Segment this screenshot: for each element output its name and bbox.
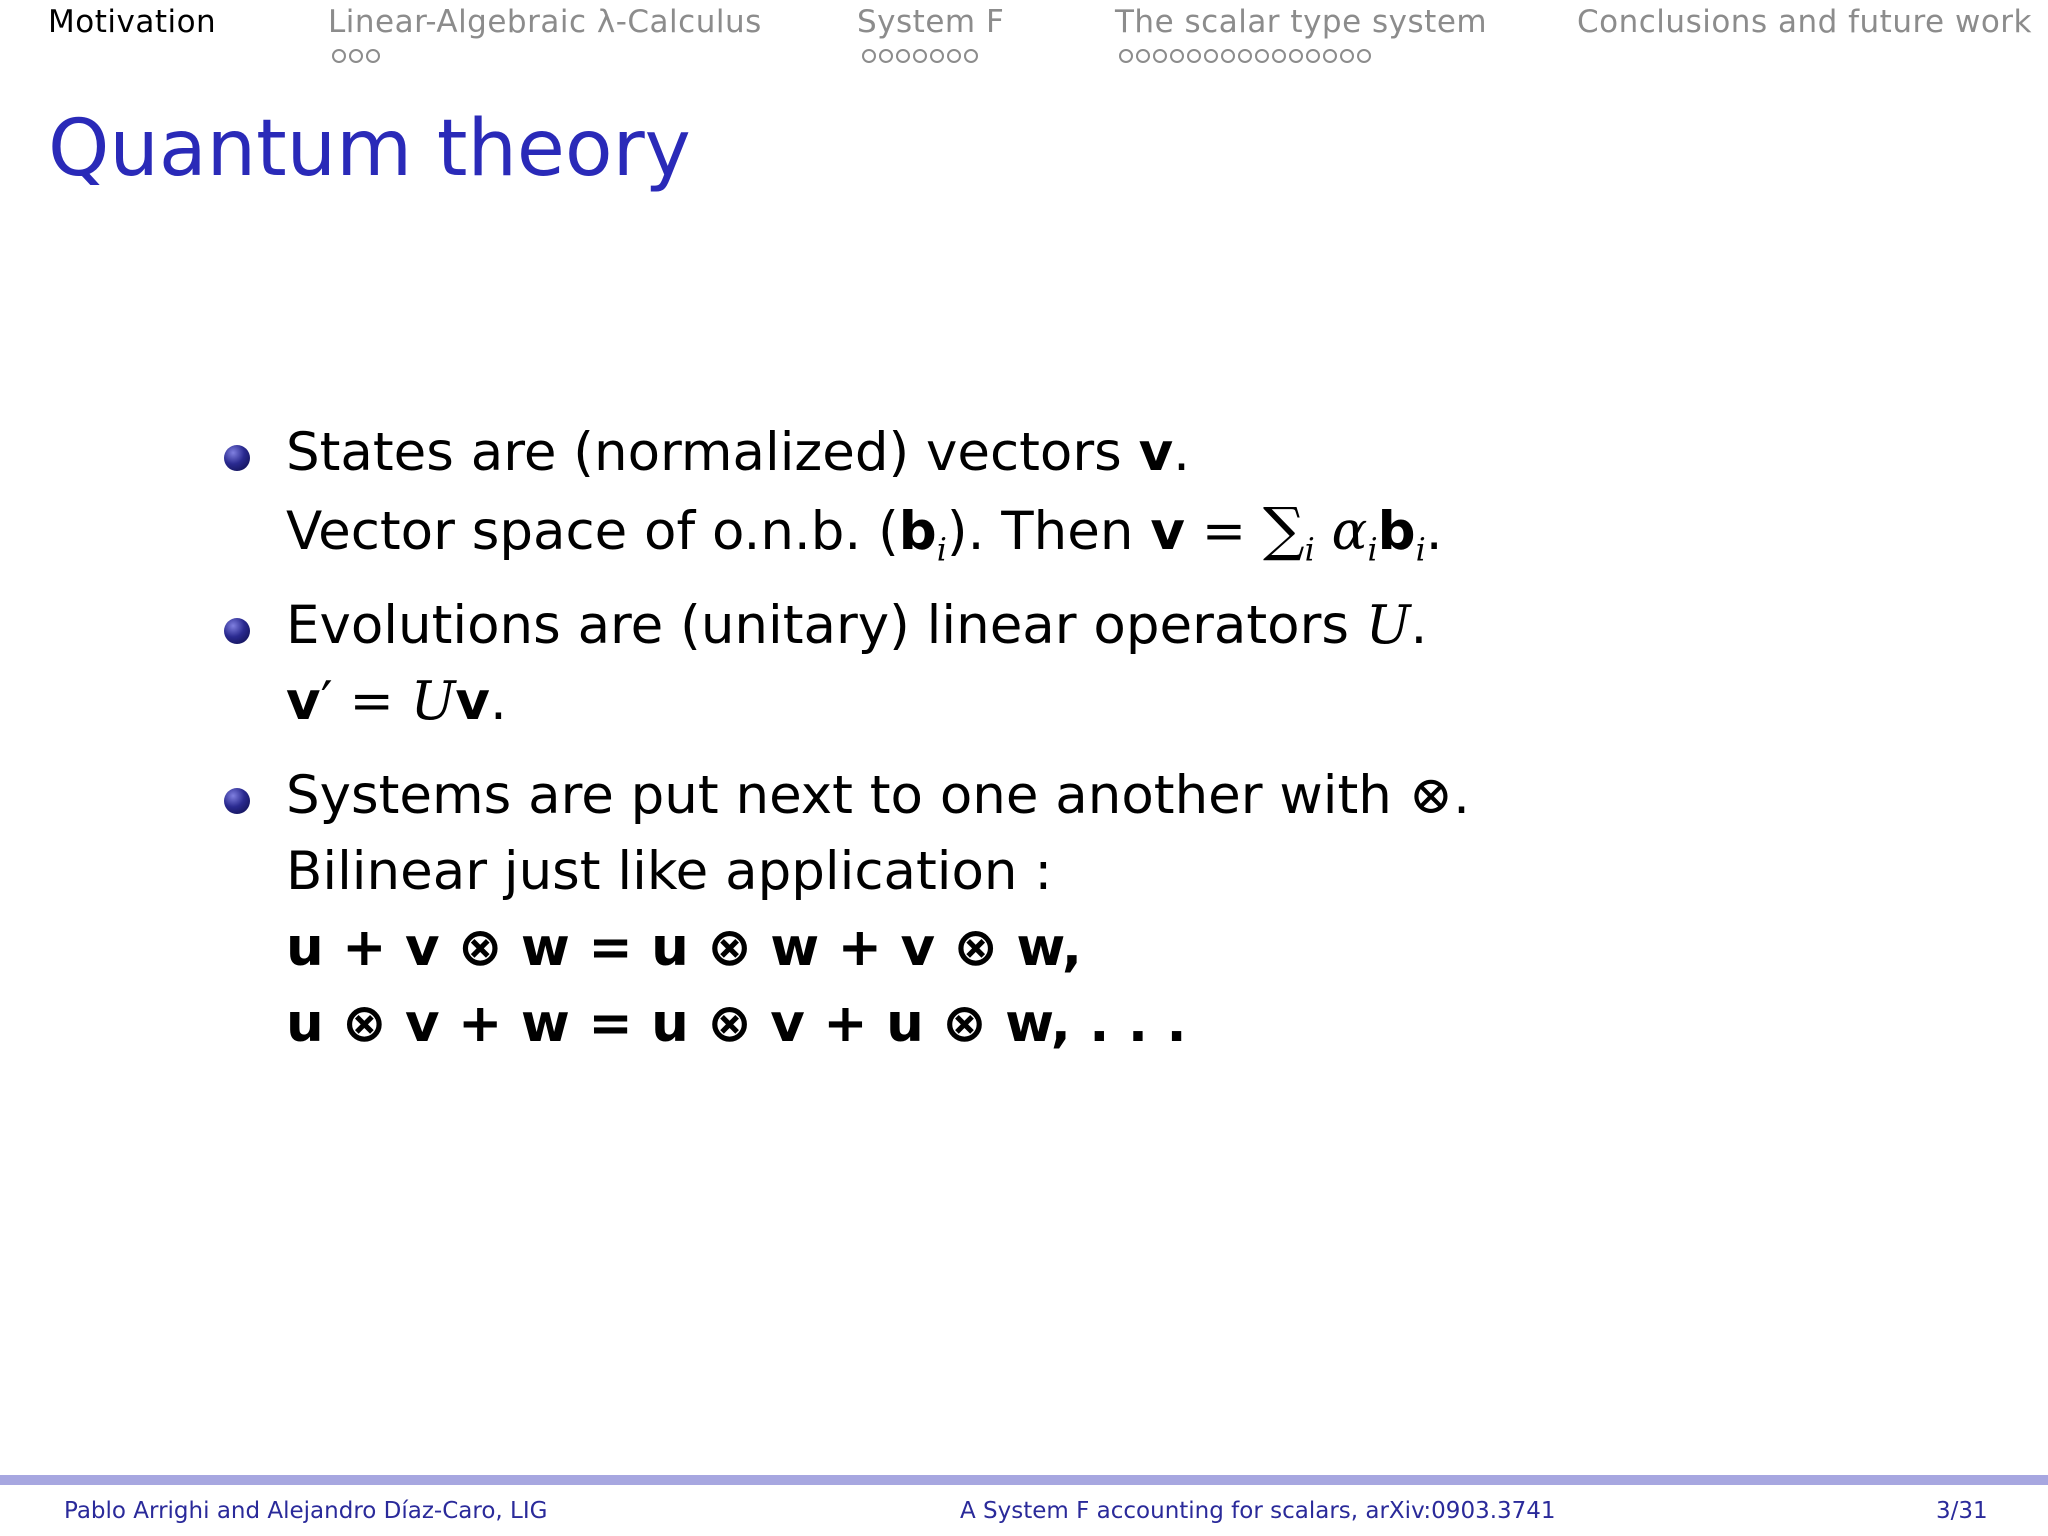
math-bold-v: v xyxy=(286,671,321,732)
bullet-line xyxy=(286,588,1470,664)
text-run: . xyxy=(1173,422,1191,483)
footer-bar xyxy=(0,1475,2048,1485)
bullet-line xyxy=(286,758,1470,834)
equation-line: u ⊗ v + w = u ⊗ v + u ⊗ w, . . . xyxy=(286,993,1187,1054)
nav-dot[interactable] xyxy=(1238,49,1252,63)
nav-section-system-f[interactable]: System F xyxy=(857,4,1005,40)
bullet-item-evolutions xyxy=(220,588,1470,740)
otimes-icon: ⊗ xyxy=(1408,765,1454,826)
text-run: Vector space of o.n.b. ( xyxy=(286,501,899,562)
bullet-line: Bilinear just like application : xyxy=(286,841,1053,902)
bullet-item-states xyxy=(220,415,1470,570)
slide-content xyxy=(220,415,1470,1080)
nav-section-linear-algebraic[interactable]: Linear-Algebraic λ-Calculus xyxy=(328,4,762,40)
bullet-icon xyxy=(224,788,250,814)
bullet-icon xyxy=(224,618,250,644)
nav-dot[interactable] xyxy=(896,49,910,63)
math-bold-v: v xyxy=(1138,422,1174,483)
nav-dot[interactable] xyxy=(913,49,927,63)
text-run: . xyxy=(1425,501,1443,562)
math-bold-b: b xyxy=(1377,501,1416,562)
nav-dot[interactable] xyxy=(1289,49,1303,63)
frame-title: Quantum theory xyxy=(48,104,691,194)
nav-dot[interactable] xyxy=(1119,49,1133,63)
nav-dot[interactable] xyxy=(1204,49,1218,63)
math-prime: ′ xyxy=(320,671,333,732)
nav-dot[interactable] xyxy=(1323,49,1337,63)
sigma-icon: ∑ xyxy=(1262,495,1305,563)
math-italic-u: U xyxy=(410,671,456,732)
text-run: States are (normalized) vectors xyxy=(286,422,1139,483)
math-subscript-i: i xyxy=(936,531,947,569)
math-alpha: α xyxy=(1331,501,1368,562)
nav-dot[interactable] xyxy=(964,49,978,63)
nav-progress-dots-linear-algebraic[interactable] xyxy=(332,49,380,63)
nav-dot[interactable] xyxy=(1153,49,1167,63)
math-italic-u: U xyxy=(1365,595,1411,656)
nav-dot[interactable] xyxy=(332,49,346,63)
nav-section-conclusions[interactable]: Conclusions and future work xyxy=(1577,4,2032,40)
nav-dot[interactable] xyxy=(1272,49,1286,63)
nav-dot[interactable] xyxy=(1170,49,1184,63)
nav-dot[interactable] xyxy=(862,49,876,63)
math-equals: = xyxy=(332,671,411,732)
nav-dot[interactable] xyxy=(1187,49,1201,63)
nav-section-motivation[interactable]: Motivation xyxy=(48,4,217,40)
math-bold-b: b xyxy=(898,501,937,562)
nav-progress-dots-scalar-type-system[interactable] xyxy=(1119,49,1371,63)
math-subscript-i: i xyxy=(1304,531,1315,569)
nav-progress-dots-system-f[interactable] xyxy=(862,49,978,63)
nav-dot[interactable] xyxy=(879,49,893,63)
nav-dot[interactable] xyxy=(930,49,944,63)
text-run: Evolutions are (unitary) linear operators xyxy=(286,595,1366,656)
footer-talk-title: A System F accounting for scalars, arXiv:0903.3741 xyxy=(960,1498,1556,1524)
bullet-line xyxy=(286,491,1470,570)
nav-dot[interactable] xyxy=(1255,49,1269,63)
math-subscript-i: i xyxy=(1415,531,1426,569)
text-run: . xyxy=(1410,595,1428,656)
math-equals: = xyxy=(1184,501,1263,562)
section-navigation xyxy=(0,0,2048,80)
nav-dot[interactable] xyxy=(349,49,363,63)
equation-line: u + v ⊗ w = u ⊗ w + v ⊗ w, xyxy=(286,917,1083,978)
bullet-line xyxy=(286,664,1470,740)
text-run: Systems are put next to one another with xyxy=(286,765,1409,826)
footer-page-number: 3/31 xyxy=(1936,1498,1988,1524)
text-run: . xyxy=(1453,765,1470,826)
bullet-line xyxy=(286,415,1470,491)
nav-dot[interactable] xyxy=(1136,49,1150,63)
nav-dot[interactable] xyxy=(1340,49,1354,63)
math-subscript-i: i xyxy=(1367,531,1378,569)
text-run: ). Then xyxy=(946,501,1151,562)
bullet-item-systems xyxy=(220,758,1470,1062)
nav-dot[interactable] xyxy=(366,49,380,63)
bullet-icon xyxy=(224,445,250,471)
nav-dot[interactable] xyxy=(1306,49,1320,63)
nav-section-scalar-type-system[interactable]: The scalar type system xyxy=(1115,4,1488,40)
nav-dot[interactable] xyxy=(1221,49,1235,63)
math-bold-v: v xyxy=(455,671,490,732)
text-run: . xyxy=(489,671,507,732)
nav-dot[interactable] xyxy=(1357,49,1371,63)
footer-authors: Pablo Arrighi and Alejandro Díaz-Caro, LIG xyxy=(64,1498,548,1524)
math-bold-v: v xyxy=(1150,501,1185,562)
nav-dot[interactable] xyxy=(947,49,961,63)
